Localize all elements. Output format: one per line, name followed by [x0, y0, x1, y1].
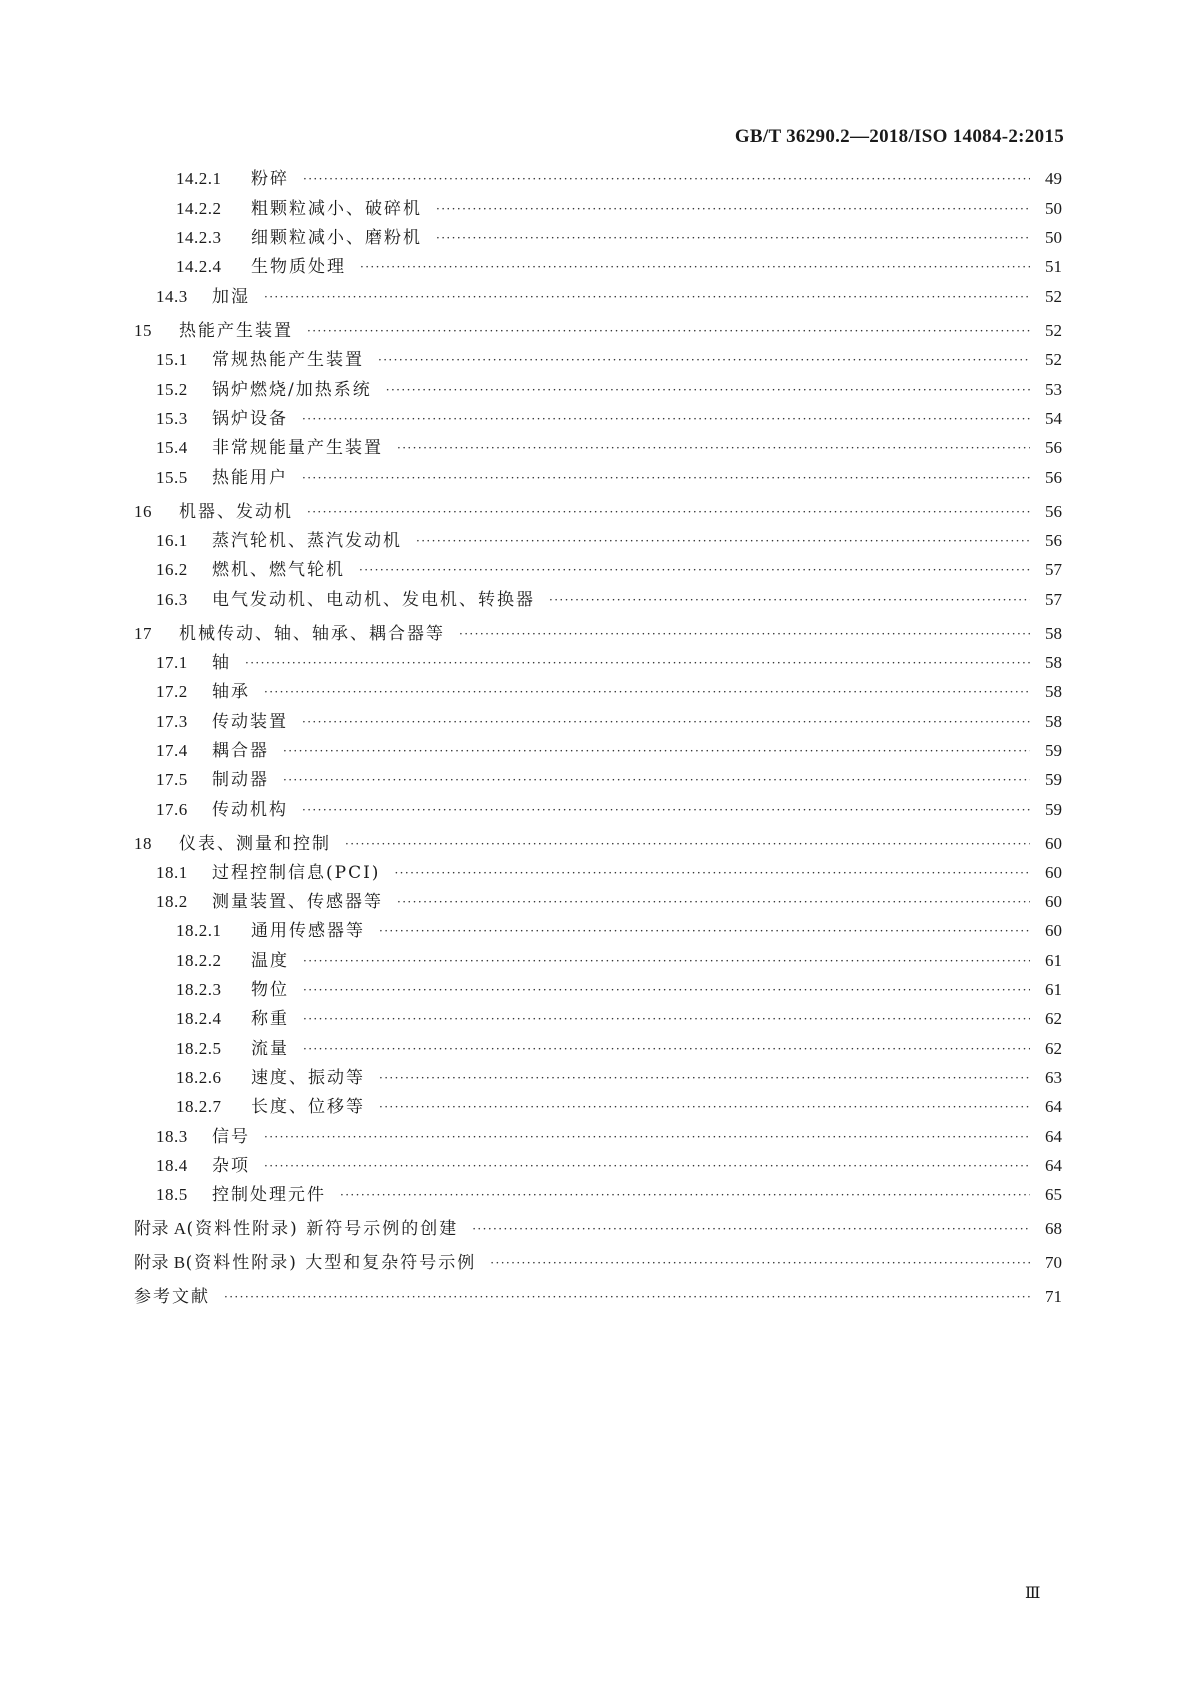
toc-entry-number: 14.3: [156, 287, 188, 306]
toc-entry-number: 15.3: [156, 409, 188, 428]
toc-entry[interactable]: [176, 1004, 1062, 1034]
toc-entry-page: 51: [1045, 257, 1062, 276]
toc-entry-number: 附录 A: [134, 1219, 187, 1238]
toc-entry[interactable]: [156, 433, 1062, 463]
toc-entry-page: 60: [1045, 834, 1062, 853]
toc-entry-title: 杂项: [212, 1156, 250, 1176]
toc-dot-leader: [345, 829, 1030, 859]
toc-entry-number: 18.1: [156, 863, 188, 882]
toc-entry-number: 14.2.4: [176, 257, 222, 276]
toc-entry[interactable]: [156, 707, 1062, 737]
toc-entry-page: 68: [1045, 1219, 1062, 1238]
toc-entry-title: 热能用户: [212, 468, 288, 488]
toc-dot-leader: [397, 433, 1030, 463]
toc-entry[interactable]: [156, 282, 1062, 312]
toc-entry-title: 电气发动机、电动机、发电机、转换器: [212, 590, 535, 610]
toc-entry[interactable]: [134, 1214, 1062, 1244]
toc-entry-title: 温度: [251, 951, 289, 971]
toc-entry[interactable]: [156, 463, 1062, 493]
toc-entry-number: 15.2: [156, 380, 188, 399]
toc-entry-page: 61: [1045, 951, 1062, 970]
toc-entry[interactable]: [156, 648, 1062, 678]
toc-entry[interactable]: [156, 1122, 1062, 1152]
toc-entry-number: 14.2.1: [176, 169, 222, 188]
toc-dot-leader: [340, 1180, 1030, 1210]
toc-entry[interactable]: [156, 345, 1062, 375]
toc-entry[interactable]: [156, 404, 1062, 434]
toc-dot-leader: [303, 1004, 1030, 1034]
toc-entry-page: 61: [1045, 980, 1062, 999]
toc-entry-title: 机器、发动机: [179, 502, 293, 522]
toc-dot-leader: [303, 1034, 1030, 1064]
toc-entry-page: 57: [1045, 560, 1062, 579]
toc-entry-number: 18.2.4: [176, 1009, 222, 1028]
toc-entry-title: 过程控制信息(PCI): [212, 863, 381, 883]
toc-entry-page: 49: [1045, 169, 1062, 188]
toc-dot-leader: [379, 916, 1030, 946]
toc-entry-number: 附录 B: [134, 1253, 186, 1272]
toc-entry[interactable]: [156, 736, 1062, 766]
toc-entry[interactable]: [134, 497, 1062, 527]
toc-entry-page: 56: [1045, 531, 1062, 550]
toc-entry-title: 传动机构: [212, 800, 288, 820]
toc-dot-leader: [436, 194, 1030, 224]
toc-entry-title: 粗颗粒减小、破碎机: [251, 199, 422, 219]
toc-entry[interactable]: [134, 316, 1062, 346]
toc-entry-page: 59: [1045, 800, 1062, 819]
toc-entry-page: 56: [1045, 438, 1062, 457]
toc-entry-number: 16: [134, 502, 152, 521]
toc-entry-title: 流量: [251, 1039, 289, 1059]
toc-entry-title: 制动器: [212, 770, 269, 790]
toc-entry-page: 64: [1045, 1097, 1062, 1116]
toc-dot-leader: [264, 1151, 1030, 1181]
toc-dot-leader: [302, 795, 1030, 825]
toc-entry-page: 52: [1045, 321, 1062, 340]
toc-entry-number: 18.2.3: [176, 980, 222, 999]
toc-entry-page: 64: [1045, 1127, 1062, 1146]
toc-dot-leader: [360, 252, 1030, 282]
toc-dot-leader: [416, 526, 1030, 556]
toc-dot-leader: [378, 345, 1030, 375]
toc-entry-number: 15.5: [156, 468, 188, 487]
toc-entry-page: 58: [1045, 712, 1062, 731]
toc-entry-page: 58: [1045, 653, 1062, 672]
toc-entry-number: 18.5: [156, 1185, 188, 1204]
toc-entry[interactable]: [156, 375, 1062, 405]
toc-entry[interactable]: [134, 1282, 1062, 1312]
toc-dot-leader: [264, 677, 1030, 707]
toc-entry-title: 蒸汽轮机、蒸汽发动机: [212, 531, 402, 551]
toc-entry-title: 控制处理元件: [212, 1185, 326, 1205]
toc-entry[interactable]: [156, 526, 1062, 556]
toc-entry-page: 63: [1045, 1068, 1062, 1087]
toc-dot-leader: [394, 858, 1030, 888]
toc-entry-number: 16.2: [156, 560, 188, 579]
toc-entry-page: 52: [1045, 350, 1062, 369]
toc-entry-title: 生物质处理: [251, 257, 346, 277]
toc-dot-leader: [307, 497, 1030, 527]
toc-entry-page: 59: [1045, 770, 1062, 789]
toc-entry[interactable]: [176, 223, 1062, 253]
toc-entry-page: 58: [1045, 682, 1062, 701]
toc-dot-leader: [302, 707, 1030, 737]
toc-entry-page: 65: [1045, 1185, 1062, 1204]
toc-entry-page: 60: [1045, 863, 1062, 882]
toc-entry-title: 轴承: [212, 682, 250, 702]
toc-entry-page: 54: [1045, 409, 1062, 428]
toc-dot-leader: [307, 316, 1030, 346]
toc-dot-leader: [459, 619, 1030, 649]
toc-dot-leader: [379, 1063, 1030, 1093]
toc-entry-page: 58: [1045, 624, 1062, 643]
toc-entry-number: 15.1: [156, 350, 188, 369]
toc-entry-number: 14.2.2: [176, 199, 222, 218]
toc-entry-page: 50: [1045, 199, 1062, 218]
toc-dot-leader: [436, 223, 1030, 253]
toc-dot-leader: [549, 585, 1030, 615]
toc-entry-page: 53: [1045, 380, 1062, 399]
toc-dot-leader: [472, 1214, 1030, 1244]
toc-entry[interactable]: [176, 1063, 1062, 1093]
toc-entry-page: 56: [1045, 502, 1062, 521]
toc-entry-number: 18.4: [156, 1156, 188, 1175]
toc-entry-number: 17.3: [156, 712, 188, 731]
toc-entry[interactable]: [156, 887, 1062, 917]
toc-entry[interactable]: [134, 619, 1062, 649]
page-number-footer: Ⅲ: [1025, 1585, 1041, 1602]
toc-entry[interactable]: [156, 765, 1062, 795]
toc-entry[interactable]: [176, 946, 1062, 976]
toc-dot-leader: [264, 1122, 1030, 1152]
toc-entry-title: 锅炉设备: [212, 409, 288, 429]
toc-entry[interactable]: [134, 1248, 1062, 1278]
toc-entry[interactable]: [176, 1034, 1062, 1064]
toc-entry[interactable]: [156, 1151, 1062, 1181]
toc-entry-page: 71: [1045, 1287, 1062, 1306]
toc-entry-number: 18.2.2: [176, 951, 222, 970]
standard-number-header: GB/T 36290.2—2018/ISO 14084-2:2015: [734, 126, 1064, 147]
toc-dot-leader: [303, 975, 1030, 1005]
toc-entry[interactable]: [176, 1092, 1062, 1122]
toc-entry-page: 62: [1045, 1009, 1062, 1028]
toc-dot-leader: [224, 1282, 1030, 1312]
toc-entry-number: 18.2: [156, 892, 188, 911]
toc-entry-number: 14.2.3: [176, 228, 222, 247]
toc-entry-page: 64: [1045, 1156, 1062, 1175]
toc-entry-title: 非常规能量产生装置: [212, 438, 383, 458]
toc-dot-leader: [379, 1092, 1030, 1122]
toc-entry-number: 18.2.5: [176, 1039, 222, 1058]
toc-entry-number: 17.4: [156, 741, 188, 760]
toc-entry[interactable]: [176, 252, 1062, 282]
toc-entry-number: 17.6: [156, 800, 188, 819]
toc-dot-leader: [245, 648, 1030, 678]
toc-entry-title: (资料性附录) 新符号示例的创建: [186, 1219, 459, 1239]
toc-entry-title: 耦合器: [212, 741, 269, 761]
toc-dot-leader: [397, 887, 1030, 917]
toc-entry-number: 18: [134, 834, 152, 853]
toc-dot-leader: [283, 736, 1030, 766]
toc-entry[interactable]: [156, 555, 1062, 585]
toc-entry-number: 15: [134, 321, 152, 340]
toc-entry-page: 57: [1045, 590, 1062, 609]
toc-entry-page: 70: [1045, 1253, 1062, 1272]
toc-entry-title: 轴: [212, 653, 231, 673]
toc-dot-leader: [303, 164, 1030, 194]
toc-entry[interactable]: [156, 1180, 1062, 1210]
toc-entry-number: 18.2.1: [176, 921, 222, 940]
toc-entry-title: 燃机、燃气轮机: [212, 560, 345, 580]
toc-entry-number: 18.2.7: [176, 1097, 222, 1116]
toc-entry[interactable]: [134, 829, 1062, 859]
toc-entry[interactable]: [156, 858, 1062, 888]
toc-entry-page: 52: [1045, 287, 1062, 306]
toc-entry-number: 17.1: [156, 653, 188, 672]
toc-entry-title: 物位: [251, 980, 289, 1000]
toc-entry-title: 热能产生装置: [179, 321, 293, 341]
toc-entry[interactable]: [176, 975, 1062, 1005]
toc-entry[interactable]: [156, 795, 1062, 825]
toc-entry-title: 粉碎: [251, 169, 289, 189]
toc-entry[interactable]: [176, 164, 1062, 194]
toc-entry-title: 速度、振动等: [251, 1068, 365, 1088]
toc-entry-title: 锅炉燃烧/加热系统: [212, 380, 372, 400]
toc-entry-number: 16.1: [156, 531, 188, 550]
toc-entry-number: 16.3: [156, 590, 188, 609]
toc-entry-title: (资料性附录) 大型和复杂符号示例: [185, 1253, 477, 1273]
toc-entry-number: 17: [134, 624, 152, 643]
toc-entry-title: 长度、位移等: [251, 1097, 365, 1117]
toc-entry-number: 18.2.6: [176, 1068, 222, 1087]
toc-entry-number: 17.5: [156, 770, 188, 789]
toc-entry-title: 测量装置、传感器等: [212, 892, 383, 912]
toc-entry-title: 称重: [251, 1009, 289, 1029]
toc-entry[interactable]: [176, 916, 1062, 946]
toc-dot-leader: [490, 1248, 1030, 1278]
toc-entry-page: 60: [1045, 892, 1062, 911]
toc-entry[interactable]: [156, 585, 1062, 615]
toc-entry[interactable]: [176, 194, 1062, 224]
toc-entry-page: 62: [1045, 1039, 1062, 1058]
toc-dot-leader: [359, 555, 1030, 585]
toc-entry-page: 60: [1045, 921, 1062, 940]
toc-entry-page: 50: [1045, 228, 1062, 247]
toc-entry-number: 18.3: [156, 1127, 188, 1146]
toc-entry-title: 传动装置: [212, 712, 288, 732]
toc-entry-page: 59: [1045, 741, 1062, 760]
toc-entry-number: 15.4: [156, 438, 188, 457]
toc-entry-title: 加湿: [212, 287, 250, 307]
toc-dot-leader: [303, 946, 1030, 976]
toc-entry-title: 细颗粒减小、磨粉机: [251, 228, 422, 248]
toc-dot-leader: [302, 404, 1030, 434]
toc-entry-page: 56: [1045, 468, 1062, 487]
toc-entry[interactable]: [156, 677, 1062, 707]
toc-dot-leader: [283, 765, 1030, 795]
toc-entry-title: 信号: [212, 1127, 250, 1147]
toc-dot-leader: [386, 375, 1030, 405]
toc-dot-leader: [264, 282, 1030, 312]
toc-entry-title: 参考文献: [134, 1287, 210, 1307]
toc-entry-title: 通用传感器等: [251, 921, 365, 941]
toc-entry-title: 常规热能产生装置: [212, 350, 364, 370]
toc-entry-title: 仪表、测量和控制: [179, 834, 331, 854]
toc-dot-leader: [302, 463, 1030, 493]
toc-entry-number: 17.2: [156, 682, 188, 701]
toc-entry-title: 机械传动、轴、轴承、耦合器等: [179, 624, 445, 644]
